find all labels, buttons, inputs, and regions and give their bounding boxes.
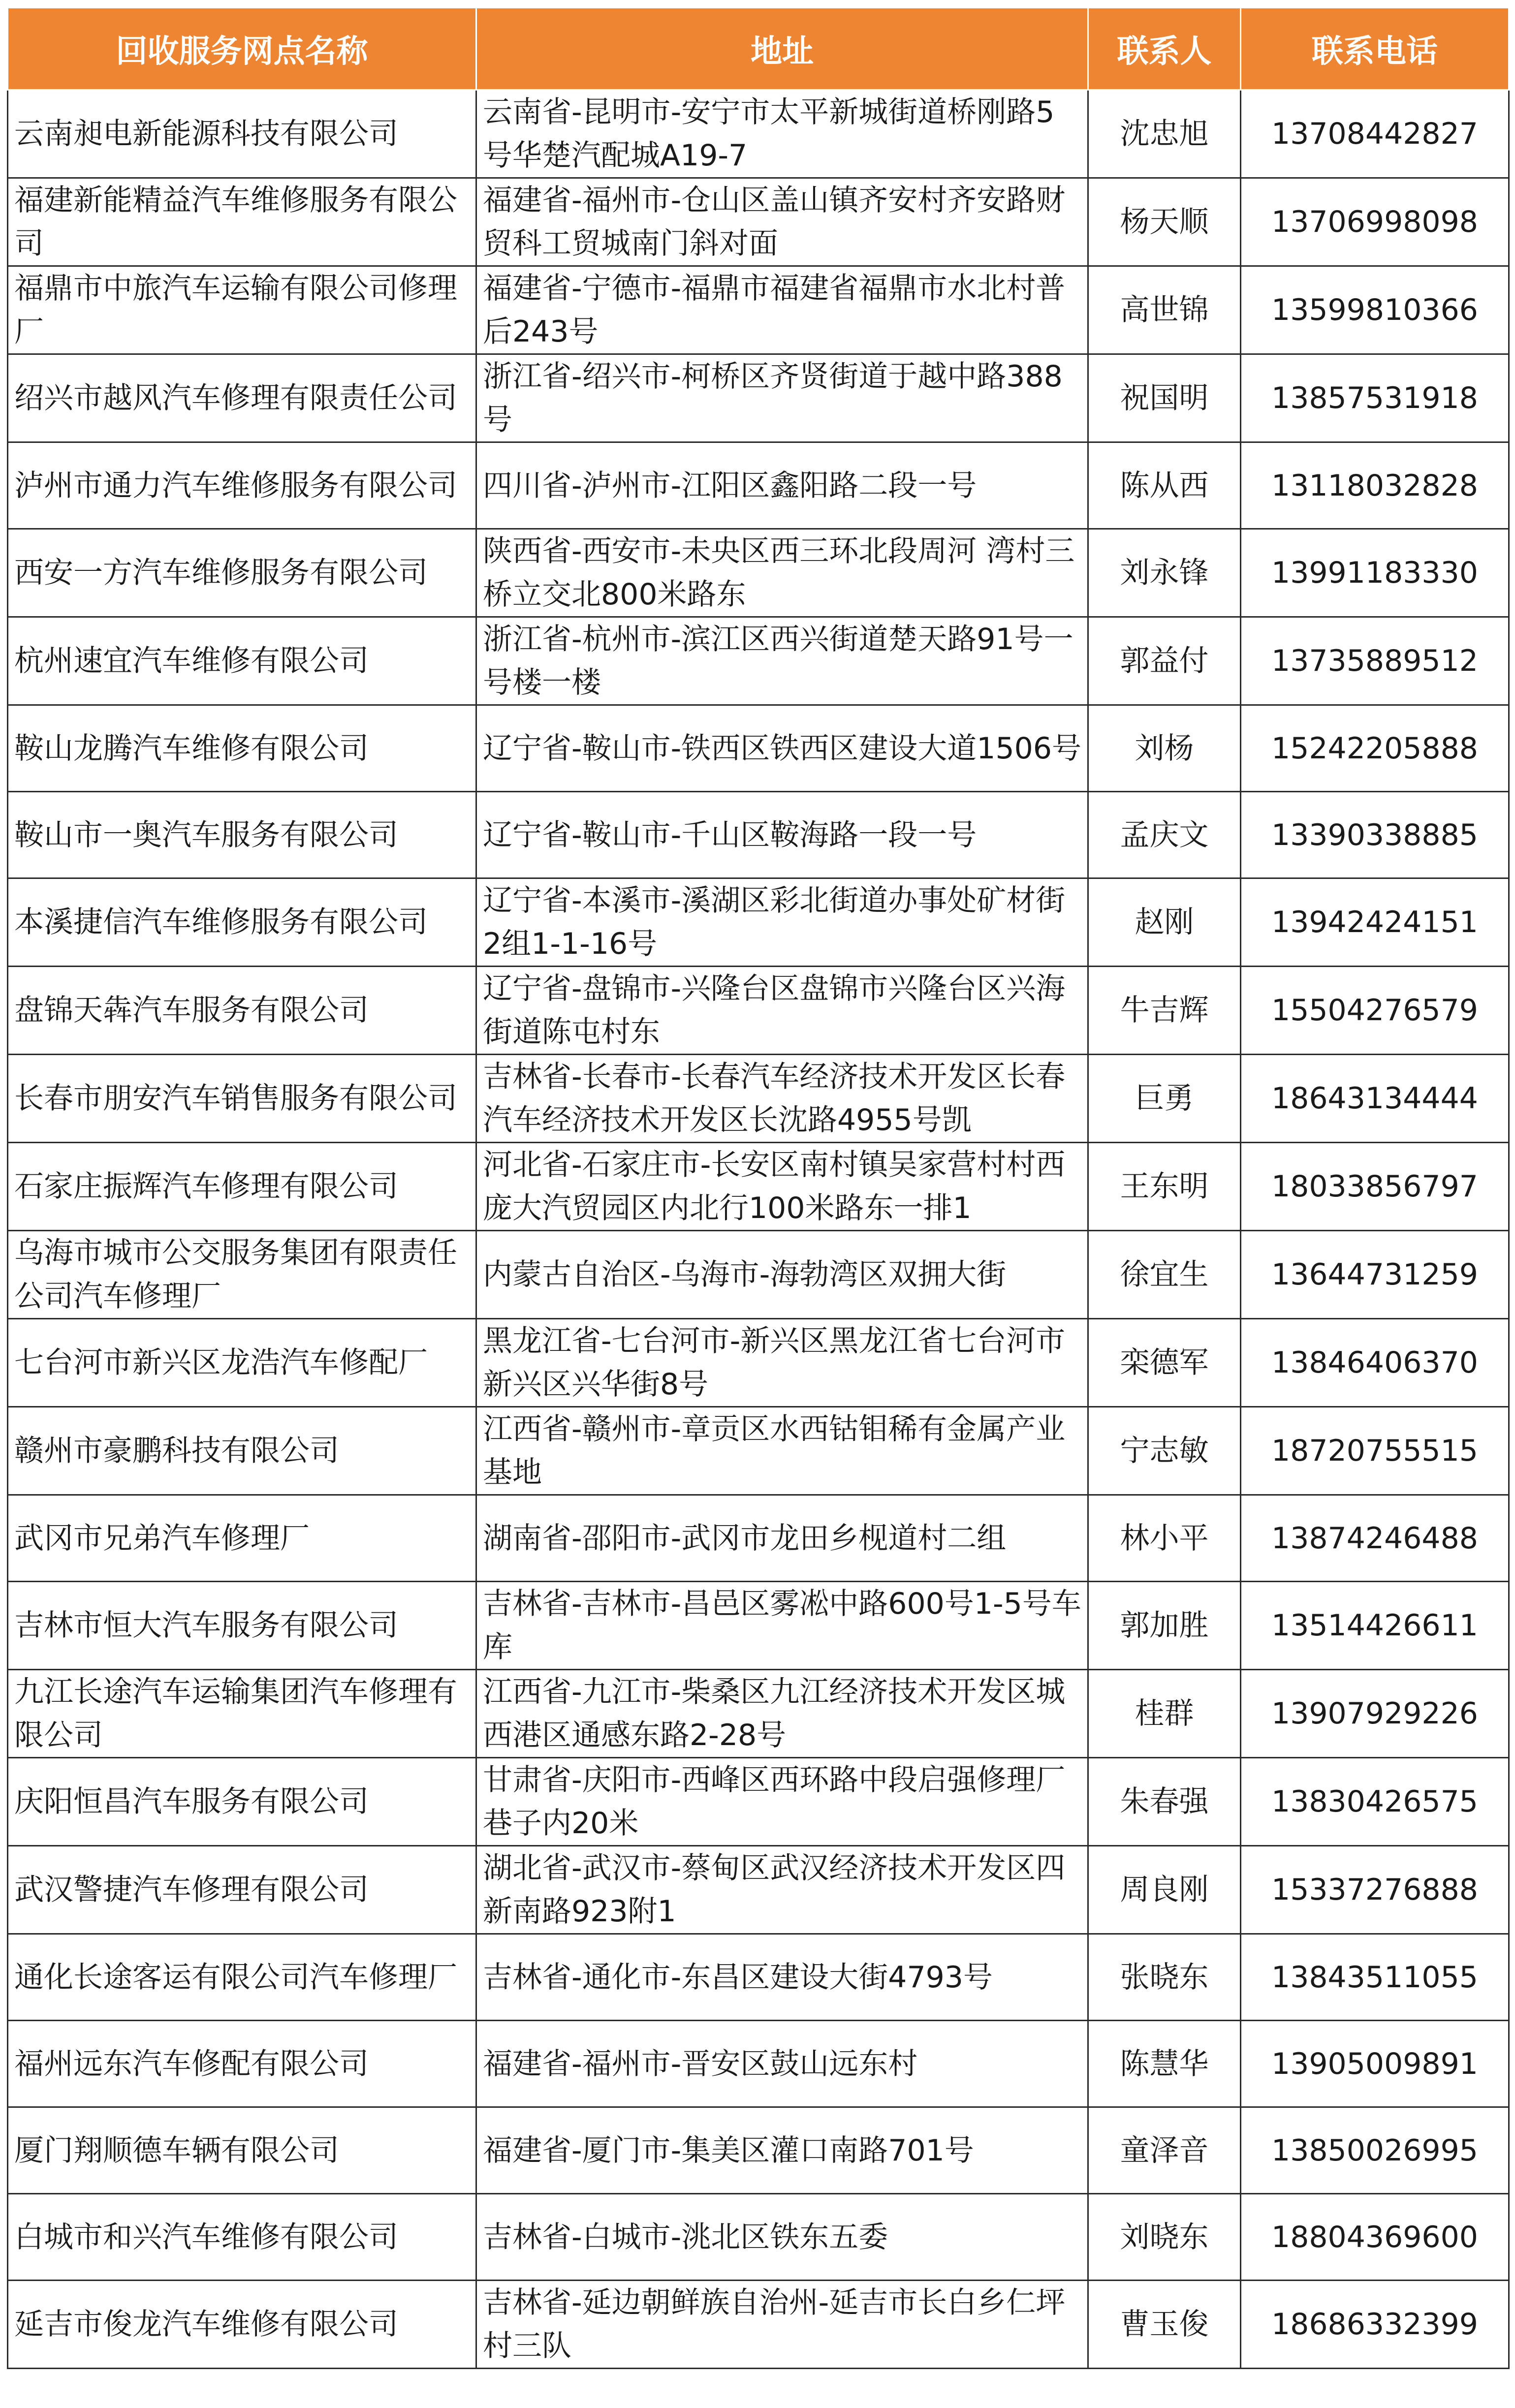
outlet-name-cell: 杭州速宜汽车维修有限公司 (8, 617, 476, 705)
table-row (8, 792, 1509, 878)
phone-number-cell: 18643134444 (1241, 1055, 1509, 1143)
outlet-name-cell: 庆阳恒昌汽车服务有限公司 (8, 1758, 476, 1846)
table-row (8, 1846, 1509, 1934)
contact-person-cell: 赵刚 (1088, 878, 1241, 967)
outlet-name-cell: 福鼎市中旅汽车运输有限公司修理厂 (8, 266, 476, 354)
contact-person-cell: 宁志敏 (1088, 1407, 1241, 1495)
outlet-name-cell: 福州远东汽车修配有限公司 (8, 2021, 476, 2107)
phone-number-cell: 13846406370 (1241, 1319, 1509, 1407)
header-phone: 联系电话 (1241, 8, 1509, 90)
outlet-name-cell: 泸州市通力汽车维修服务有限公司 (8, 442, 476, 529)
address-cell: 甘肃省-庆阳市-西峰区西环路中段启强修理厂巷子内20米 (476, 1758, 1088, 1846)
address-cell: 云南省-昆明市-安宁市太平新城街道桥刚路5号华楚汽配城A19-7 (476, 90, 1088, 178)
address-cell: 福建省-厦门市-集美区灌口南路701号 (476, 2107, 1088, 2194)
address-cell: 吉林省-通化市-东昌区建设大街4793号 (476, 1934, 1088, 2021)
outlet-name-cell: 白城市和兴汽车维修有限公司 (8, 2194, 476, 2281)
table-body (8, 90, 1509, 2369)
phone-number-cell: 13706998098 (1241, 178, 1509, 266)
contact-person-cell: 桂群 (1088, 1670, 1241, 1758)
contact-person-cell: 郭益付 (1088, 617, 1241, 705)
address-cell: 辽宁省-本溪市-溪湖区彩北街道办事处矿材街2组1-1-16号 (476, 878, 1088, 967)
table-row (8, 617, 1509, 705)
table-row (8, 1407, 1509, 1495)
address-cell: 陕西省-西安市-未央区西三环北段周河 湾村三桥立交北800米路东 (476, 529, 1088, 617)
table-row (8, 1670, 1509, 1758)
contact-person-cell: 徐宜生 (1088, 1231, 1241, 1319)
contact-person-cell: 高世锦 (1088, 266, 1241, 354)
table-row (8, 178, 1509, 266)
contact-person-cell: 王东明 (1088, 1143, 1241, 1231)
outlet-name-cell: 绍兴市越风汽车修理有限责任公司 (8, 354, 476, 442)
table-row (8, 2107, 1509, 2194)
phone-number-cell: 13942424151 (1241, 878, 1509, 967)
table-row (8, 1319, 1509, 1407)
contact-person-cell: 刘晓东 (1088, 2194, 1241, 2281)
recycling-outlets-table (7, 7, 1510, 2369)
outlet-name-cell: 福建新能精益汽车维修服务有限公司 (8, 178, 476, 266)
header-name: 回收服务网点名称 (8, 8, 476, 90)
address-cell: 福建省-福州市-仓山区盖山镇齐安村齐安路财贸科工贸城南门斜对面 (476, 178, 1088, 266)
outlet-name-cell: 石家庄振辉汽车修理有限公司 (8, 1143, 476, 1231)
phone-number-cell: 13599810366 (1241, 266, 1509, 354)
address-cell: 河北省-石家庄市-长安区南村镇吴家营村村西庞大汽贸园区内北行100米路东一排1 (476, 1143, 1088, 1231)
recycling-outlets-sheet (7, 7, 1508, 2369)
contact-person-cell: 林小平 (1088, 1495, 1241, 1582)
contact-person-cell: 曹玉俊 (1088, 2281, 1241, 2369)
contact-person-cell: 刘永锋 (1088, 529, 1241, 617)
header-row (8, 8, 1509, 90)
table-row (8, 2021, 1509, 2107)
outlet-name-cell: 赣州市豪鹏科技有限公司 (8, 1407, 476, 1495)
address-cell: 内蒙古自治区-乌海市-海勃湾区双拥大街 (476, 1231, 1088, 1319)
phone-number-cell: 18804369600 (1241, 2194, 1509, 2281)
phone-number-cell: 13118032828 (1241, 442, 1509, 529)
outlet-name-cell: 吉林市恒大汽车服务有限公司 (8, 1582, 476, 1670)
table-row (8, 2194, 1509, 2281)
outlet-name-cell: 延吉市俊龙汽车维修有限公司 (8, 2281, 476, 2369)
phone-number-cell: 13907929226 (1241, 1670, 1509, 1758)
phone-number-cell: 13644731259 (1241, 1231, 1509, 1319)
address-cell: 江西省-赣州市-章贡区水西钴钼稀有金属产业基地 (476, 1407, 1088, 1495)
address-cell: 辽宁省-鞍山市-千山区鞍海路一段一号 (476, 792, 1088, 878)
address-cell: 辽宁省-鞍山市-铁西区铁西区建设大道1506号 (476, 705, 1088, 792)
outlet-name-cell: 鞍山龙腾汽车维修有限公司 (8, 705, 476, 792)
table-row (8, 1143, 1509, 1231)
phone-number-cell: 13874246488 (1241, 1495, 1509, 1582)
table-row (8, 266, 1509, 354)
phone-number-cell: 13857531918 (1241, 354, 1509, 442)
address-cell: 吉林省-白城市-洮北区铁东五委 (476, 2194, 1088, 2281)
phone-number-cell: 18686332399 (1241, 2281, 1509, 2369)
contact-person-cell: 孟庆文 (1088, 792, 1241, 878)
outlet-name-cell: 七台河市新兴区龙浩汽车修配厂 (8, 1319, 476, 1407)
address-cell: 辽宁省-盘锦市-兴隆台区盘锦市兴隆台区兴海街道陈屯村东 (476, 967, 1088, 1055)
outlet-name-cell: 本溪捷信汽车维修服务有限公司 (8, 878, 476, 967)
outlet-name-cell: 九江长途汽车运输集团汽车修理有限公司 (8, 1670, 476, 1758)
contact-person-cell: 童泽音 (1088, 2107, 1241, 2194)
contact-person-cell: 巨勇 (1088, 1055, 1241, 1143)
address-cell: 吉林省-吉林市-昌邑区雾凇中路600号1-5号车库 (476, 1582, 1088, 1670)
phone-number-cell: 13850026995 (1241, 2107, 1509, 2194)
address-cell: 江西省-九江市-柴桑区九江经济技术开发区城西港区通感东路2-28号 (476, 1670, 1088, 1758)
outlet-name-cell: 云南昶电新能源科技有限公司 (8, 90, 476, 178)
address-cell: 浙江省-杭州市-滨江区西兴街道楚天路91号一号楼一楼 (476, 617, 1088, 705)
contact-person-cell: 刘杨 (1088, 705, 1241, 792)
phone-number-cell: 15337276888 (1241, 1846, 1509, 1934)
address-cell: 吉林省-延边朝鲜族自治州-延吉市长白乡仁坪村三队 (476, 2281, 1088, 2369)
phone-number-cell: 13514426611 (1241, 1582, 1509, 1670)
header-contact: 联系人 (1088, 8, 1241, 90)
contact-person-cell: 祝国明 (1088, 354, 1241, 442)
phone-number-cell: 18720755515 (1241, 1407, 1509, 1495)
phone-number-cell: 13991183330 (1241, 529, 1509, 617)
table-row (8, 1934, 1509, 2021)
address-cell: 四川省-泸州市-江阳区鑫阳路二段一号 (476, 442, 1088, 529)
phone-number-cell: 13905009891 (1241, 2021, 1509, 2107)
phone-number-cell: 13830426575 (1241, 1758, 1509, 1846)
phone-number-cell: 13843511055 (1241, 1934, 1509, 2021)
outlet-name-cell: 武冈市兄弟汽车修理厂 (8, 1495, 476, 1582)
table-row (8, 1231, 1509, 1319)
outlet-name-cell: 厦门翔顺德车辆有限公司 (8, 2107, 476, 2194)
address-cell: 吉林省-长春市-长春汽车经济技术开发区长春汽车经济技术开发区长沈路4955号凯 (476, 1055, 1088, 1143)
address-cell: 湖北省-武汉市-蔡甸区武汉经济技术开发区四新南路923附1 (476, 1846, 1088, 1934)
contact-person-cell: 周良刚 (1088, 1846, 1241, 1934)
outlet-name-cell: 通化长途客运有限公司汽车修理厂 (8, 1934, 476, 2021)
phone-number-cell: 13708442827 (1241, 90, 1509, 178)
address-cell: 福建省-宁德市-福鼎市福建省福鼎市水北村普后243号 (476, 266, 1088, 354)
outlet-name-cell: 盘锦天犇汽车服务有限公司 (8, 967, 476, 1055)
phone-number-cell: 18033856797 (1241, 1143, 1509, 1231)
address-cell: 福建省-福州市-晋安区鼓山远东村 (476, 2021, 1088, 2107)
phone-number-cell: 13390338885 (1241, 792, 1509, 878)
phone-number-cell: 15504276579 (1241, 967, 1509, 1055)
address-cell: 湖南省-邵阳市-武冈市龙田乡枧道村二组 (476, 1495, 1088, 1582)
address-cell: 黑龙江省-七台河市-新兴区黑龙江省七台河市新兴区兴华街8号 (476, 1319, 1088, 1407)
outlet-name-cell: 鞍山市一奥汽车服务有限公司 (8, 792, 476, 878)
contact-person-cell: 陈慧华 (1088, 2021, 1241, 2107)
contact-person-cell: 沈忠旭 (1088, 90, 1241, 178)
table-row (8, 878, 1509, 967)
contact-person-cell: 杨天顺 (1088, 178, 1241, 266)
table-row (8, 2281, 1509, 2369)
contact-person-cell: 牛吉辉 (1088, 967, 1241, 1055)
outlet-name-cell: 乌海市城市公交服务集团有限责任公司汽车修理厂 (8, 1231, 476, 1319)
table-row (8, 967, 1509, 1055)
contact-person-cell: 朱春强 (1088, 1758, 1241, 1846)
phone-number-cell: 13735889512 (1241, 617, 1509, 705)
table-row (8, 1495, 1509, 1582)
outlet-name-cell: 西安一方汽车维修服务有限公司 (8, 529, 476, 617)
contact-person-cell: 栾德军 (1088, 1319, 1241, 1407)
table-row (8, 529, 1509, 617)
phone-number-cell: 15242205888 (1241, 705, 1509, 792)
table-row (8, 354, 1509, 442)
outlet-name-cell: 长春市朋安汽车销售服务有限公司 (8, 1055, 476, 1143)
outlet-name-cell: 武汉警捷汽车修理有限公司 (8, 1846, 476, 1934)
header-address: 地址 (476, 8, 1088, 90)
address-cell: 浙江省-绍兴市-柯桥区齐贤街道于越中路388号 (476, 354, 1088, 442)
contact-person-cell: 陈从西 (1088, 442, 1241, 529)
table-row (8, 90, 1509, 178)
table-row (8, 1055, 1509, 1143)
table-row (8, 442, 1509, 529)
table-row (8, 705, 1509, 792)
table-row (8, 1758, 1509, 1846)
contact-person-cell: 郭加胜 (1088, 1582, 1241, 1670)
table-row (8, 1582, 1509, 1670)
contact-person-cell: 张晓东 (1088, 1934, 1241, 2021)
